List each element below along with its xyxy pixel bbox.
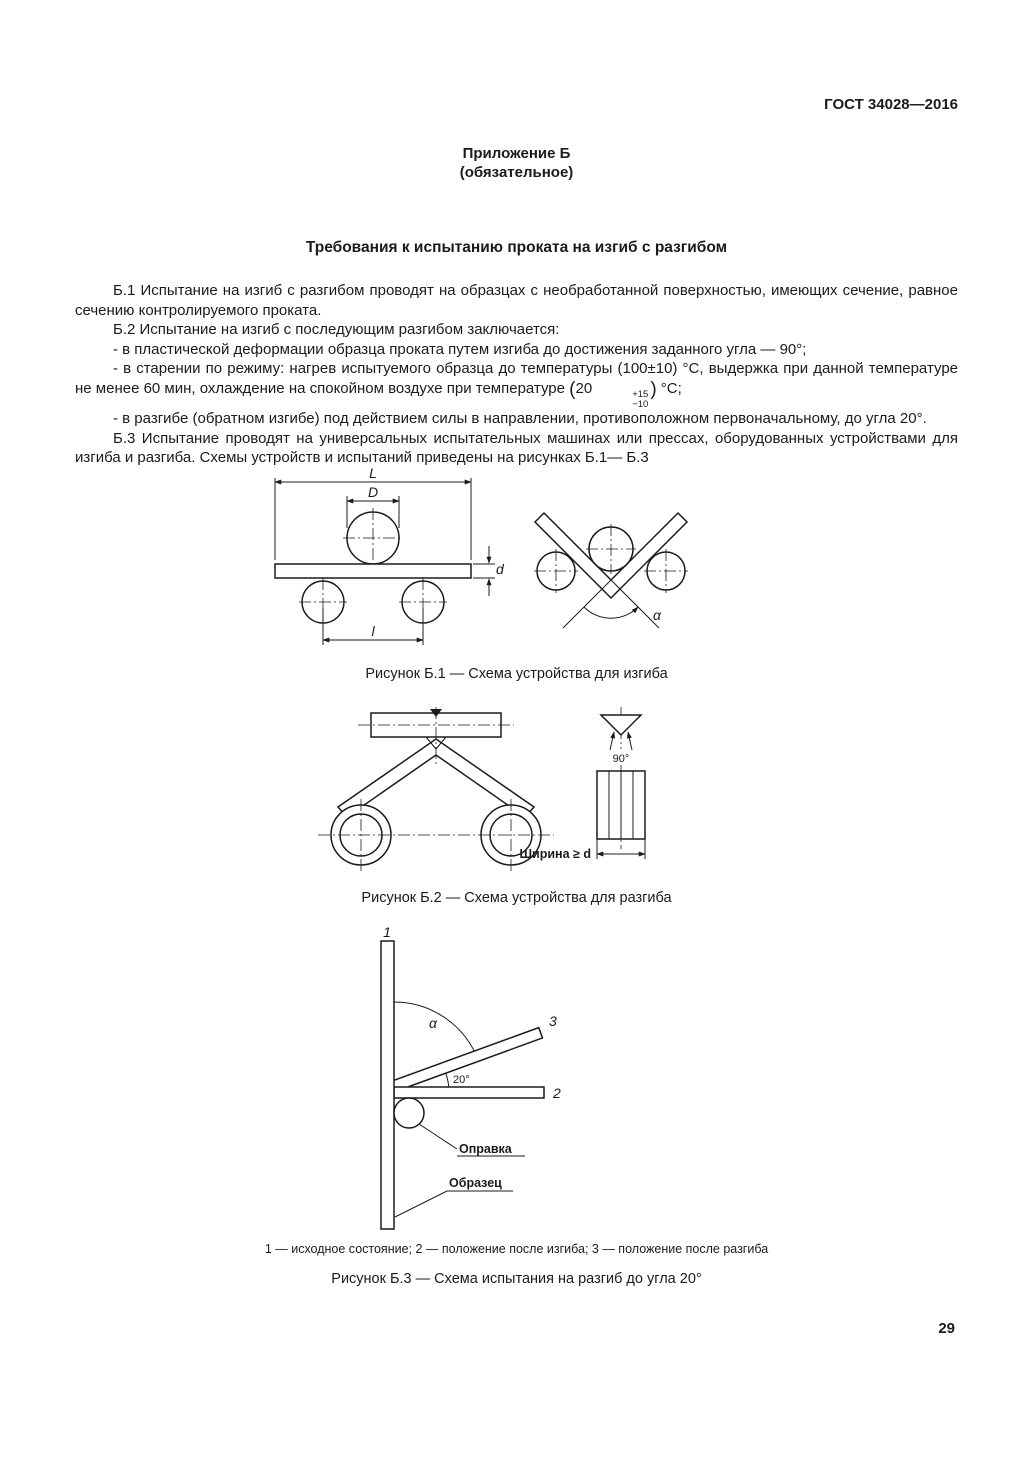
- paragraph-b1: Б.1 Испытание на изгиб с разгибом проводят на образцах с необработанной поверхностью, имеющих сечение, равное сечению контролируемого проката.: [75, 282, 958, 319]
- b2-item2-tail: °С;: [656, 379, 682, 397]
- doc-number: ГОСТ 34028—2016: [824, 96, 958, 113]
- figure-b2: [75, 707, 958, 877]
- label-L: L: [368, 468, 377, 482]
- tolerance-sub: −10: [632, 398, 649, 410]
- label-angle-90: 90°: [612, 753, 629, 766]
- paragraph-b2-intro: Б.2 Испытание на изгиб с последующим разгибом заключается:: [113, 321, 560, 339]
- figure-b2-caption: Рисунок Б.2 — Схема устройства для разгиба: [361, 890, 672, 907]
- label-position-3: 3: [548, 1013, 557, 1030]
- top-roller: [343, 508, 403, 568]
- angle-alpha: [394, 1002, 479, 1061]
- specimen-plate: [275, 564, 471, 578]
- support-rollers: [299, 578, 447, 626]
- figure-b3-legend: 1 — исходное состояние; 2 — положение после изгиба; 3 — положение после разгиба: [264, 1242, 769, 1257]
- paragraph-b2-item1: - в пластической деформации образца проката путем изгиба до достижения заданного угла — 90°;: [113, 340, 807, 358]
- appendix-header: [75, 144, 958, 182]
- label-mandrel: Оправка: [458, 1142, 512, 1157]
- tolerance-close-paren: ): [650, 378, 657, 400]
- label-specimen: Образец: [448, 1176, 502, 1191]
- figure-b3-caption: Рисунок Б.3 — Схема испытания на разгиб до угла 20°: [331, 1271, 702, 1288]
- b2-item2-text: - в старении по режиму: нагрев испытуемого образца до температуры (100±10) °С, выдержка при данной температуре не менее 60 мин, охлаждение на спокойном воздухе при температуре: [75, 360, 958, 397]
- vee-punch: [601, 715, 641, 735]
- bar-initial: [381, 941, 394, 1229]
- label-alpha: α: [428, 1015, 437, 1032]
- specimen-callout: [395, 1176, 513, 1217]
- section-heading: Требования к испытанию проката на изгиб с разгибом: [305, 239, 728, 256]
- tolerance-open-paren: (: [569, 378, 576, 400]
- figure-b1: [75, 468, 958, 653]
- label-d: d: [495, 561, 504, 578]
- label-position-1: 1: [382, 925, 391, 941]
- label-position-2: 2: [552, 1085, 561, 1102]
- figure-b1-caption: Рисунок Б.1 — Схема устройства для изгиба: [365, 666, 668, 683]
- label-angle-20: 20°: [452, 1074, 470, 1087]
- tolerance-sup: +15: [632, 389, 649, 401]
- mandrel-callout: [419, 1124, 525, 1156]
- dimension-d: [473, 546, 505, 596]
- body-text: [75, 281, 958, 468]
- paragraph-b2-item3: - в разгибе (обратном изгибе) под действием силы в направлении, противоположном первоначальному, до угла 20°.: [113, 410, 927, 428]
- figure-b3: [75, 925, 958, 1235]
- label-D: D: [367, 484, 378, 501]
- figure-b3-drawing: [329, 925, 639, 1235]
- mandrel-circle: [394, 1098, 424, 1128]
- figure-b2-drawing: [276, 707, 696, 877]
- paragraph-b2-item2: [75, 359, 958, 409]
- appendix-subtitle: (обязательное): [459, 164, 574, 181]
- bar-after-bend: [394, 1087, 544, 1098]
- page-number: 29: [938, 1320, 955, 1337]
- label-l: l: [370, 623, 375, 640]
- figure-b1-drawing: [261, 468, 721, 653]
- label-width: Ширина ≥ d: [518, 847, 591, 862]
- appendix-title: Приложение Б: [462, 145, 571, 162]
- label-alpha: α: [652, 607, 661, 624]
- temperature-tolerance: [594, 390, 648, 409]
- paragraph-b3: Б.3 Испытание проводят на универсальных испытательных машинах или прессах, оборудованных устройствами для изгиба и разгиба. Схемы устройств и испытаний приведены на рисунках Б.1— Б.3: [75, 429, 958, 467]
- tolerance-base: 20: [575, 379, 593, 397]
